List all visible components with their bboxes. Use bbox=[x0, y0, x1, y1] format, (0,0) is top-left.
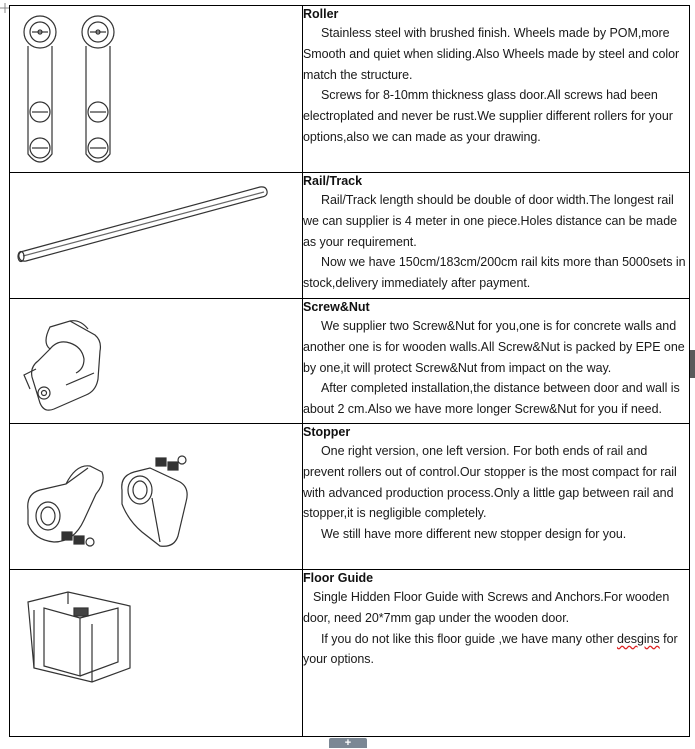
stopper-paragraph-2: We still have more different new stopper design for you. bbox=[321, 527, 627, 542]
roller-image-cell bbox=[10, 6, 303, 173]
stopper-drawing bbox=[10, 424, 302, 570]
product-spec-table bbox=[9, 5, 690, 737]
rail-text-cell bbox=[303, 173, 690, 299]
rail-image-cell bbox=[10, 173, 303, 299]
floor-guide-image-cell bbox=[10, 570, 303, 737]
table-row-roller bbox=[10, 6, 690, 173]
roller-paragraph-1: Stainless steel with brushed finish. Wheels made by POM,more Smooth and quiet when sliding.Also Wheels made by steel and color match the structure. bbox=[303, 26, 680, 82]
floor-guide-title: Floor Guide bbox=[303, 571, 374, 585]
misspelled-word: desgins bbox=[616, 631, 660, 646]
bottom-tab-glyph: + bbox=[344, 737, 352, 749]
floor-guide-paragraph-2-end: for your options. bbox=[303, 631, 678, 667]
rail-paragraph-2: Now we have 150cm/183cm/200cm rail kits more than 5000sets in stock,delivery immediately after payment. bbox=[303, 255, 686, 291]
rail-drawing bbox=[10, 173, 302, 299]
roller-paragraph-2: Screws for 8-10mm thickness glass door.All screws had been electroplated and never be rust.We supplier different rollers for your options,also we can made as your drawing. bbox=[303, 88, 673, 144]
floor-guide-text-cell bbox=[303, 570, 690, 737]
floor-guide-drawing bbox=[10, 570, 302, 737]
stopper-text-cell bbox=[303, 424, 690, 570]
table-row-rail bbox=[10, 173, 690, 299]
stopper-image-cell bbox=[10, 424, 303, 570]
roller-title: Roller bbox=[303, 7, 339, 21]
table-row-stopper bbox=[10, 424, 690, 570]
side-handle-icon[interactable] bbox=[690, 350, 695, 378]
roller-text-cell bbox=[303, 6, 690, 173]
screw-nut-text-cell bbox=[303, 299, 690, 424]
add-icon[interactable] bbox=[329, 738, 367, 748]
floor-guide-paragraph-2 bbox=[303, 629, 689, 671]
screw-nut-title: Screw&Nut bbox=[303, 300, 370, 314]
screw-nut-paragraph-1: We supplier two Screw&Nut for you,one is for concrete walls and another one is for wooden walls.All Screw&Nut is packed by EPE one by one,it will protect Screw&Nut from impact on the way. bbox=[303, 319, 685, 375]
roller-drawing bbox=[10, 6, 302, 173]
table-row-screw-nut bbox=[10, 299, 690, 424]
stopper-title: Stopper bbox=[303, 425, 351, 439]
stopper-paragraph-1: One right version, one left version. For both ends of rail and prevent rollers out of control.Our stopper is the most compact for rail with advanced production process.Only a little gap between rail and stopper,it is negligible completely. bbox=[303, 444, 677, 521]
rail-paragraph-1: Rail/Track length should be double of door width.The longest rail we can supplier is 4 meter in one piece.Holes distance can be made as your requirement. bbox=[303, 193, 677, 249]
table-row-floor-guide bbox=[10, 570, 690, 737]
screw-nut-drawing bbox=[10, 299, 302, 424]
floor-guide-paragraph-1: Single Hidden Floor Guide with Screws and Anchors.For wooden door, need 20*7mm gap under the wooden door. bbox=[303, 590, 670, 625]
floor-guide-paragraph-2-start: If you do not like this floor guide ,we have many other bbox=[321, 631, 617, 646]
screw-nut-image-cell bbox=[10, 299, 303, 424]
rail-title: Rail/Track bbox=[303, 174, 363, 188]
screw-nut-paragraph-2: After completed installation,the distance between door and wall is about 2 cm.Also we have more longer Screw&Nut for you if need. bbox=[303, 381, 680, 417]
